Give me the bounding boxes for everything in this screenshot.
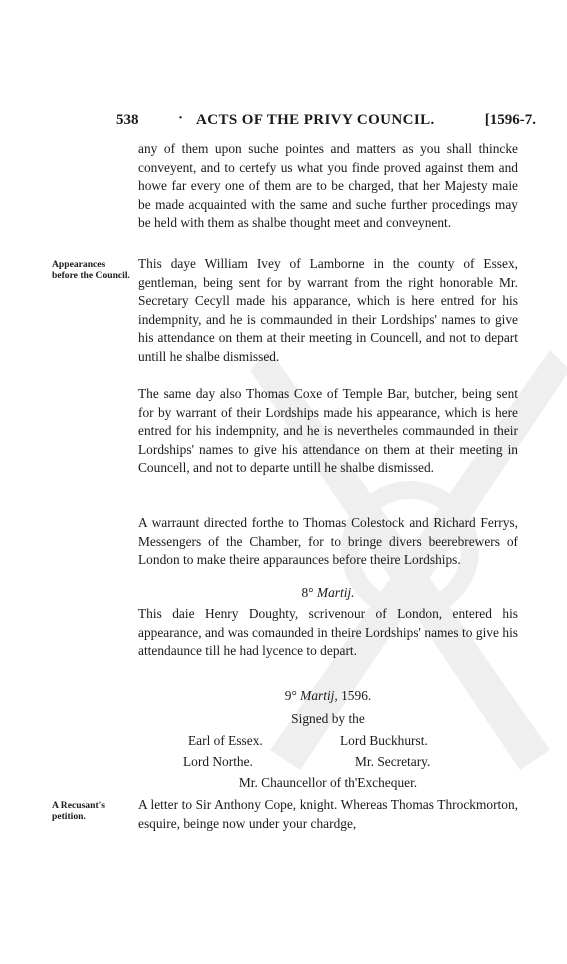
paragraph-1-text: any of them upon suche pointes and matters as you shall thincke conveyent, and to certefy us what you finde proved against them and howe far every one of them are to be charged, that her Majesty maie be made acquainted with the same and suche further procedings may be held with them as shalbe thought meet and conveynent. — [138, 141, 518, 231]
paragraph-5-text: This daie Henry Doughty, scrivenour of London, entered his appearance, and was comaunded in theire Lordships' names to give his attendaunce till he had lycence to depart. — [138, 606, 518, 659]
signatory-2: Lord Buckhurst. — [340, 733, 428, 748]
date-2-year: 1596. — [341, 688, 372, 703]
date-2-number: 9° — [284, 688, 297, 703]
signatory-1: Earl of Essex. — [188, 733, 263, 748]
date-heading-1 — [138, 585, 518, 601]
paragraph-3 — [138, 385, 518, 478]
paragraph-6-text: A letter to Sir Anthony Cope, knight. Whereas Thomas Throckmorton, esquire, beinge now under your chardge, — [138, 797, 518, 831]
margin-note-appearances: Appearances before the Council. — [52, 259, 130, 281]
paragraph-2 — [138, 255, 518, 367]
paragraph-2-text: This daye William Ivey of Lamborne in the county of Essex, gentleman, being sent for by warrant from the right honorable Mr. Secretary Cecyll made his apparance, which is here entred for his indempnity, and he is commaunded in their Lordships' names to give his attendance on them at their meeting in Councell, and not to depart untill he shalbe dismissed. — [138, 256, 518, 364]
signatory-4: Mr. Secretary. — [355, 754, 431, 769]
paragraph-4-text: A warraunt directed forthe to Thomas Colestock and Richard Ferrys, Messengers of the Chamber, for to bringe divers beerebrewers of London to make theire apparaunces before theire Lordships. — [138, 515, 518, 568]
date-1-month: Martij. — [316, 585, 355, 600]
page-header — [116, 112, 536, 136]
date-heading-2 — [138, 688, 518, 704]
header-year: [1596-7. — [484, 112, 536, 128]
running-title: ACTS OF THE PRIVY COUNCIL. — [196, 112, 435, 128]
paragraph-5 — [138, 605, 518, 661]
header-dot: · — [178, 110, 184, 126]
signed-by: Signed by the — [291, 711, 365, 726]
date-2-month: Martij, — [300, 688, 338, 703]
date-1-number: 8° — [301, 585, 314, 600]
paragraph-3-text: The same day also Thomas Coxe of Temple Bar, butcher, being sent for by warrant of their Lordships made his appearance, which is here entred for his indempnity, and he is nevertheles commaunded in their Lordships' names to give his attendance on them at their meeting in Councell, and not to departe untill he shalbe dismissed. — [138, 386, 518, 476]
paragraph-4 — [138, 514, 518, 570]
paragraph-6 — [138, 796, 518, 833]
signatory-3: Lord Northe. — [183, 754, 253, 769]
signatory-5: Mr. Chauncellor of th'Exchequer. — [238, 775, 418, 790]
margin-note-recusant: A Recusant's petition. — [52, 800, 106, 822]
paragraph-1 — [138, 140, 518, 233]
page-number: 538 — [116, 112, 139, 128]
